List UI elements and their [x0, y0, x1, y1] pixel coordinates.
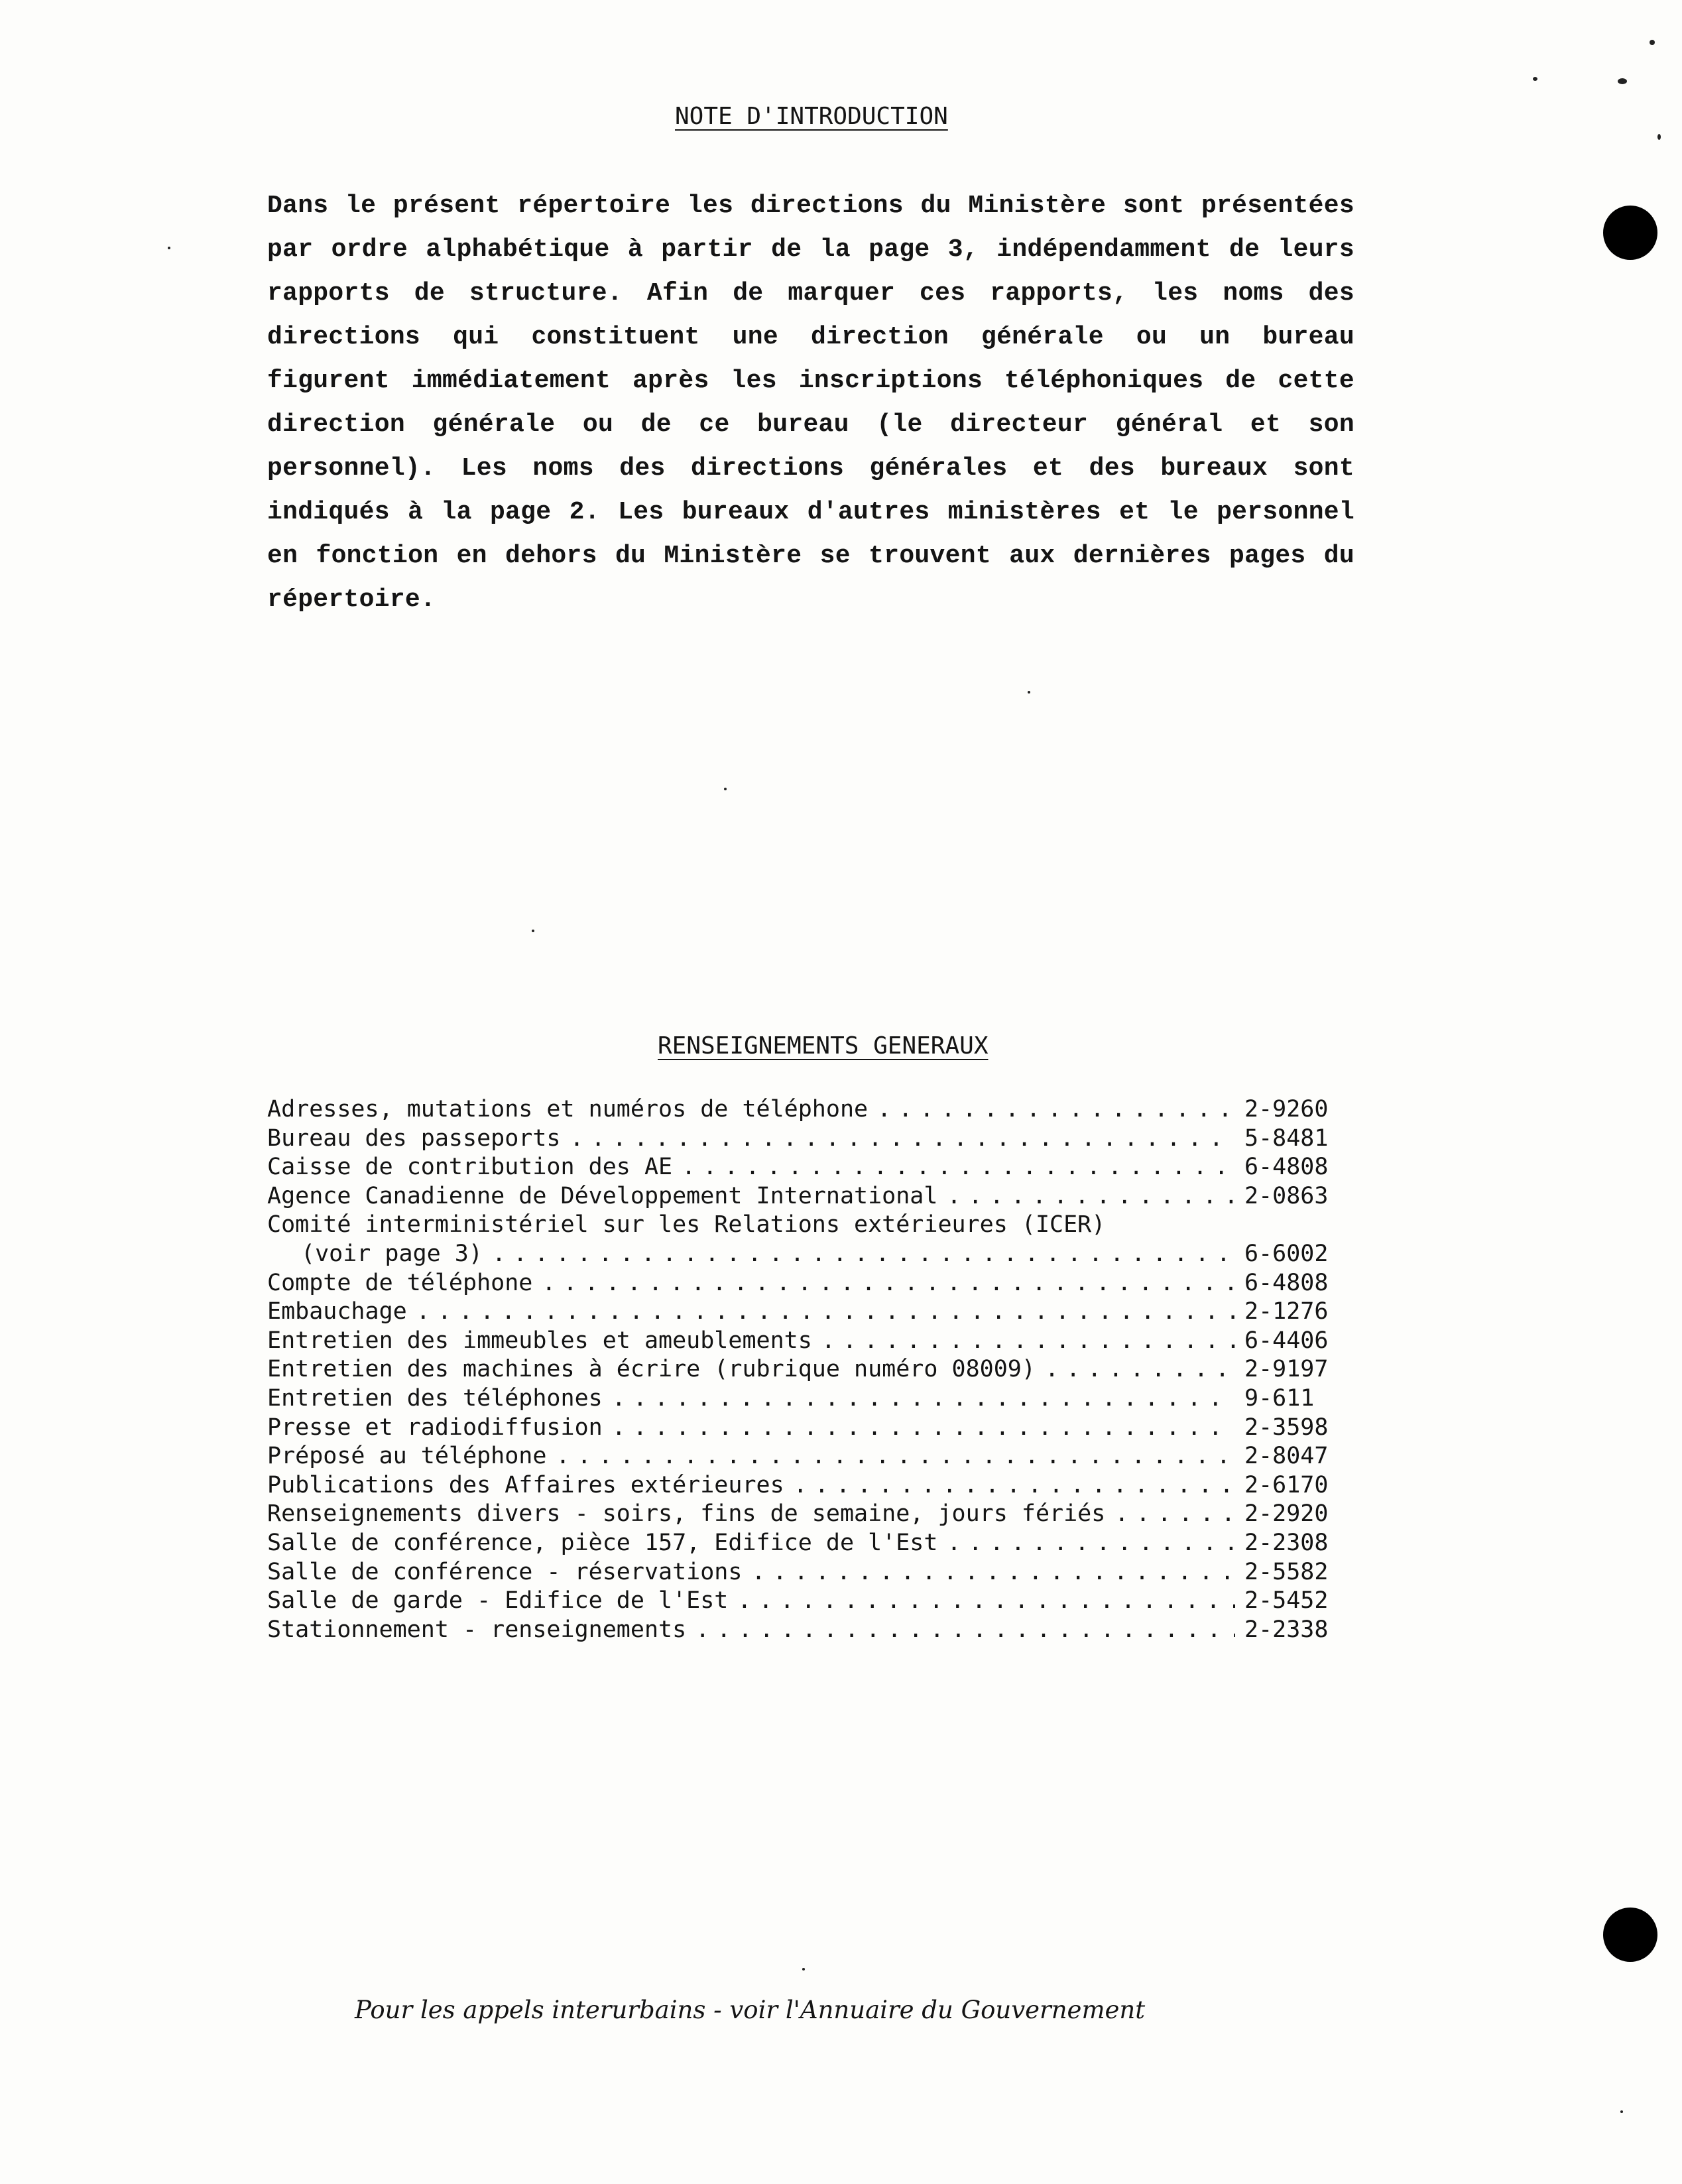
directory-entry [267, 1529, 1335, 1558]
entry-name: Salle de garde - Edifice de l'Est [267, 1587, 729, 1614]
footer-note: Pour les appels interurbains - voir l'Annuaire du Gouvernement [355, 1996, 1146, 2024]
entry-phone-number: 2-3598 [1244, 1414, 1329, 1441]
entry-name: Salle de conférence, pièce 157, Edifice de l'Est [267, 1529, 938, 1556]
entry-name: Compte de téléphone [267, 1269, 533, 1296]
intro-paragraph: Dans le présent répertoire les directions du Ministère sont présentées par ordre alphabétique à partir de la page 3, indépendamment de leurs rapports de structure. Afin de marquer ces rapports, les noms des directions qui constituent une direction générale ou un bureau figurent immédiatement après les inscriptions téléphoniques de cette direction générale ou de ce bureau (le directeur général et son personnel). Les noms des directions générales et des bureaux sont indiqués à la page 2. Les bureaux d'autres ministères et le personnel en fonction en dehors du Ministère se trouvent aux dernières pages du répertoire. [267, 192, 1354, 614]
entry-name: Salle de conférence - réservations [267, 1558, 743, 1585]
entry-name: Presse et radiodiffusion [267, 1414, 603, 1441]
directory-entry [267, 1471, 1335, 1500]
dot-leader [416, 1298, 1235, 1327]
entry-phone-number: 6-4808 [1244, 1154, 1329, 1181]
dot-leader [556, 1442, 1235, 1471]
dot-leader [695, 1616, 1235, 1645]
directory-entry [267, 1558, 1335, 1587]
entry-phone-number: 6-6002 [1244, 1240, 1329, 1267]
entry-name: Entretien des téléphones [267, 1384, 603, 1412]
directory-entry [267, 1384, 1335, 1414]
entry-name: Adresses, mutations et numéros de téléphone [267, 1096, 869, 1122]
entry-phone-number: 2-9197 [1244, 1356, 1329, 1383]
dot-leader [612, 1384, 1235, 1414]
directory-entry [267, 1240, 1335, 1269]
dot-leader [947, 1182, 1235, 1211]
dot-leader [542, 1269, 1235, 1298]
scan-speck [1533, 77, 1537, 81]
entry-name: Comité interministériel sur les Relations extérieures (ICER) [267, 1211, 1106, 1239]
directory-entry [267, 1414, 1335, 1443]
entry-name: Renseignements divers - soirs, fins de semaine, jours fériés [267, 1500, 1106, 1528]
dot-leader [492, 1240, 1235, 1269]
intro-heading: NOTE D'INTRODUCTION [675, 103, 948, 130]
entry-phone-number: 2-5452 [1244, 1587, 1329, 1614]
punch-hole [1603, 206, 1657, 260]
entry-phone-number: 2-1276 [1244, 1298, 1329, 1325]
entry-phone-number: 6-4808 [1244, 1269, 1329, 1296]
entry-name: Stationnement - renseignements [267, 1616, 687, 1643]
directory-entry [267, 1442, 1335, 1471]
scan-speck [1618, 78, 1627, 84]
entry-phone-number: 2-2338 [1244, 1616, 1329, 1643]
entry-phone-number: 9-611 [1244, 1384, 1315, 1412]
entry-name: Bureau des passeports [267, 1124, 561, 1152]
scan-speck [802, 1968, 805, 1971]
entry-name: Publications des Affaires extérieures [267, 1471, 784, 1498]
general-info-heading: RENSEIGNEMENTS GENERAUX [658, 1032, 989, 1060]
entry-name: Préposé au téléphone [267, 1443, 547, 1470]
entry-phone-number: 2-8047 [1244, 1443, 1329, 1470]
dot-leader [751, 1558, 1235, 1587]
dot-leader [612, 1414, 1235, 1443]
dot-leader [877, 1095, 1235, 1124]
dot-leader [947, 1529, 1235, 1558]
scan-speck [724, 788, 727, 790]
entry-phone-number: 2-0863 [1244, 1182, 1329, 1209]
entry-name: Entretien des machines à écrire (rubrique numéro 08009) [267, 1356, 1036, 1383]
dot-leader [682, 1153, 1235, 1182]
directory-entry [267, 1182, 1335, 1211]
directory-entry [267, 1355, 1335, 1384]
directory-entry [267, 1500, 1335, 1529]
scan-speck [532, 930, 534, 932]
entry-phone-number: 2-9260 [1244, 1096, 1329, 1122]
directory-entry [267, 1269, 1335, 1298]
entry-phone-number: 6-4406 [1244, 1327, 1329, 1354]
scan-speck [1657, 134, 1661, 140]
scan-speck [1620, 2110, 1623, 2113]
dot-leader [737, 1587, 1235, 1616]
dot-leader [570, 1124, 1235, 1154]
entry-name: Agence Canadienne de Développement International [267, 1182, 938, 1209]
dot-leader [821, 1327, 1235, 1356]
directory-entry [267, 1616, 1335, 1645]
entry-phone-number: 2-2920 [1244, 1500, 1329, 1528]
entry-name: Entretien des immeubles et ameublements [267, 1327, 812, 1354]
entry-name: (voir page 3) [301, 1240, 483, 1267]
entry-name: Embauchage [267, 1298, 407, 1325]
entry-name: Caisse de contribution des AE [267, 1154, 673, 1181]
entry-phone-number: 5-8481 [1244, 1124, 1329, 1152]
scan-speck [168, 247, 170, 249]
entry-phone-number: 2-2308 [1244, 1529, 1329, 1556]
dot-leader [794, 1471, 1235, 1500]
dot-leader [1045, 1355, 1235, 1384]
directory-entry [267, 1153, 1335, 1182]
general-info-list [267, 1095, 1335, 1644]
punch-hole [1603, 1908, 1657, 1962]
entry-phone-number: 2-6170 [1244, 1471, 1329, 1498]
directory-entry [267, 1587, 1335, 1616]
directory-entry [267, 1124, 1335, 1154]
directory-entry [267, 1327, 1335, 1356]
dot-leader [1114, 1500, 1235, 1529]
entry-phone-number: 2-5582 [1244, 1558, 1329, 1585]
scan-speck [1028, 691, 1030, 694]
scan-speck [1650, 40, 1655, 45]
directory-entry [267, 1211, 1335, 1240]
directory-entry [267, 1095, 1335, 1124]
directory-entry [267, 1298, 1335, 1327]
